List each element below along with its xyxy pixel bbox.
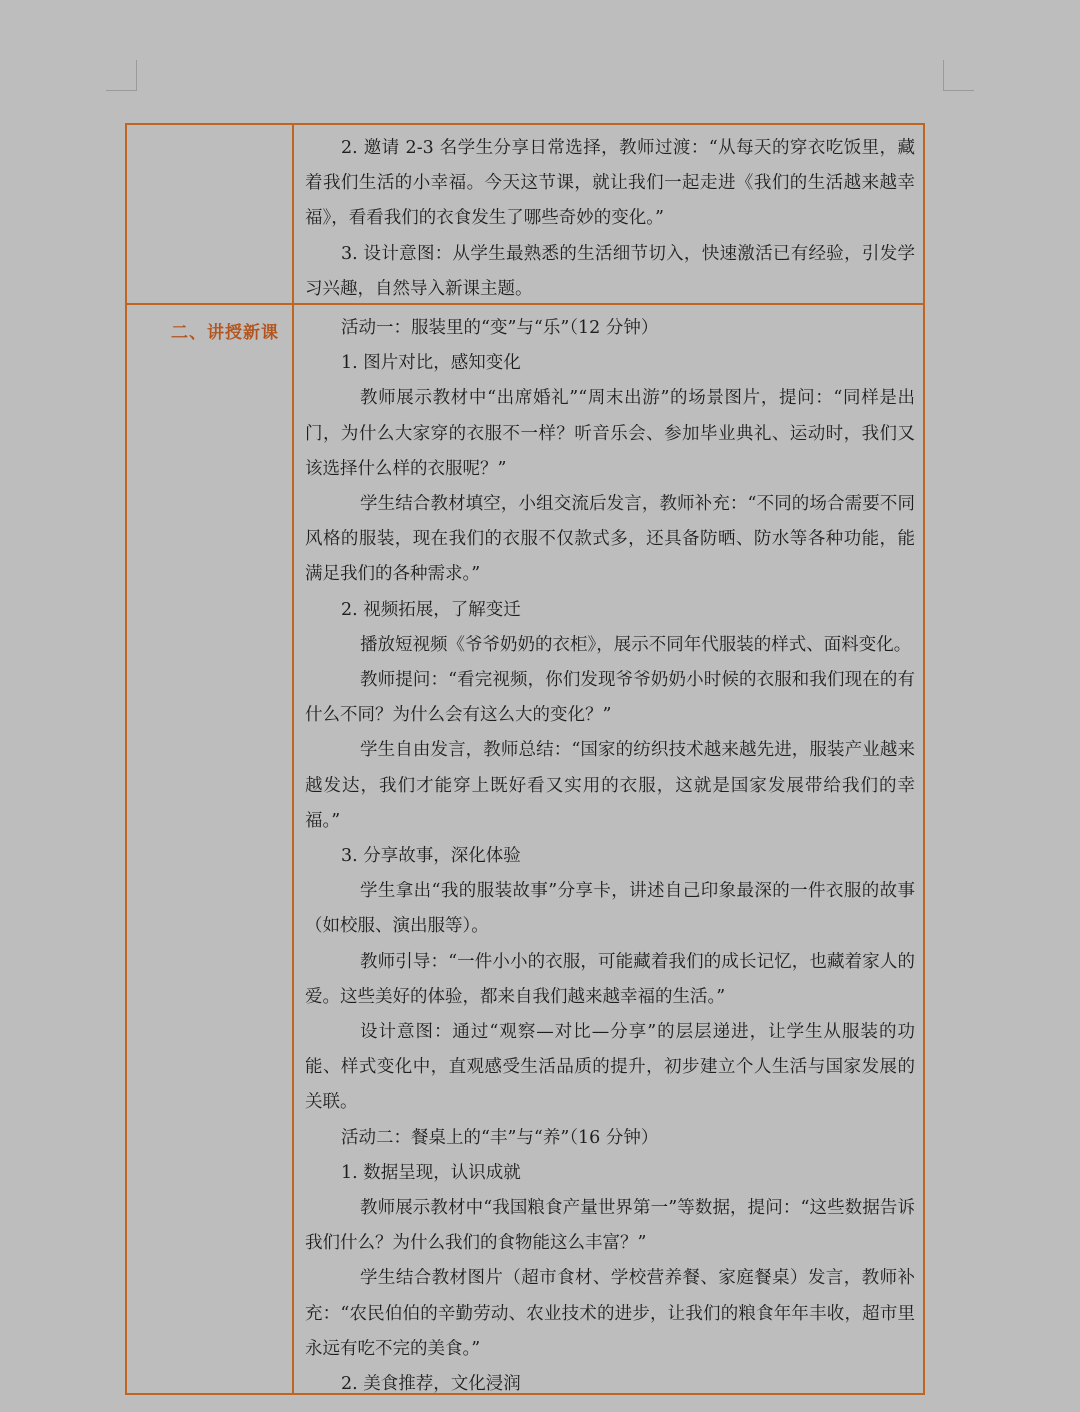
paragraph: 播放短视频《爷爷奶奶的衣柜》，展示不同年代服装的样式、面料变化。 [360,634,912,655]
paragraph: 学生自由发言，教师总结：“国家的纺织技术越来越先进，服装产业越来越发达，我们才能穿上既好看又实用的衣服，这就是国家发展带给我们的幸福。” [305,740,915,831]
section-label: 二、讲授新课 [171,323,279,343]
paragraph: 学生结合教材填空，小组交流后发言，教师补充：“不同的场合需要不同风格的服装，现在我们的衣服不仅款式多，还具备防晒、防水等各种功能，能满足我们的各种需求。” [305,494,915,585]
paragraph: 2. 邀请 2-3 名学生分享日常选择，教师过渡：“从每天的穿衣吃饭里，藏着我们生活的小幸福。今天这节课，就让我们一起走进《我们的生活越来越幸福》，看看我们的衣食发生了哪些奇妙的变化。” [305,138,915,229]
paragraph: 教师引导：“一件小小的衣服，可能藏着我们的成长记忆，也藏着家人的爱。这些美好的体验，都来自我们越来越幸福的生活。” [305,951,915,1007]
activity-heading: 活动一：服装里的“变”与“乐”（12 分钟） [341,318,659,338]
paragraph: 3. 设计意图：从学生最熟悉的生活细节切入，快速激活已有经验，引发学习兴趣，自然导入新课主题。 [305,243,915,299]
paragraph: 教师展示教材中“出席婚礼”“周末出游”的场景图片，提问：“同样是出门，为什么大家穿的衣服不一样？听音乐会、参加毕业典礼、运动时，我们又该选择什么样的衣服呢？” [305,388,915,479]
step-heading: 2. 视频拓展，了解变迁 [341,599,521,620]
row2-content-cell [305,311,915,1402]
step-heading: 2. 美食推荐，文化浸润 [341,1374,521,1395]
paragraph: 设计意图：通过“观察—对比—分享”的层层递进，让学生从服装的功能、样式变化中，直观感受生活品质的提升，初步建立个人生活与国家发展的关联。 [305,1022,915,1113]
activity-heading: 活动二：餐桌上的“丰”与“养”（16 分钟） [341,1127,659,1148]
row1-content-cell [305,131,915,307]
lesson-plan-table [125,123,925,1395]
column-divider [292,125,294,1393]
step-heading: 1. 数据呈现，认识成就 [341,1162,521,1183]
paragraph: 教师展示教材中“我国粮食产量世界第一”等数据，提问：“这些数据告诉我们什么？为什么我们的食物能这么丰富？” [305,1198,915,1254]
crop-mark-top-left [106,60,137,91]
paragraph: 学生拿出“我的服装故事”分享卡，讲述自己印象最深的一件衣服的故事（如校服、演出服等）。 [305,881,915,937]
paragraph: 教师提问：“看完视频，你们发现爷爷奶奶小时候的衣服和我们现在的有什么不同？为什么会有这么大的变化？” [305,670,915,726]
crop-mark-top-right [943,60,974,91]
paragraph: 学生结合教材图片（超市食材、学校营养餐、家庭餐桌）发言，教师补充：“农民伯伯的辛勤劳动、农业技术的进步，让我们的粮食年年丰收，超市里永远有吃不完的美食。” [305,1268,915,1359]
step-heading: 1. 图片对比，感知变化 [341,353,521,374]
step-heading: 3. 分享故事，深化体验 [341,846,521,867]
